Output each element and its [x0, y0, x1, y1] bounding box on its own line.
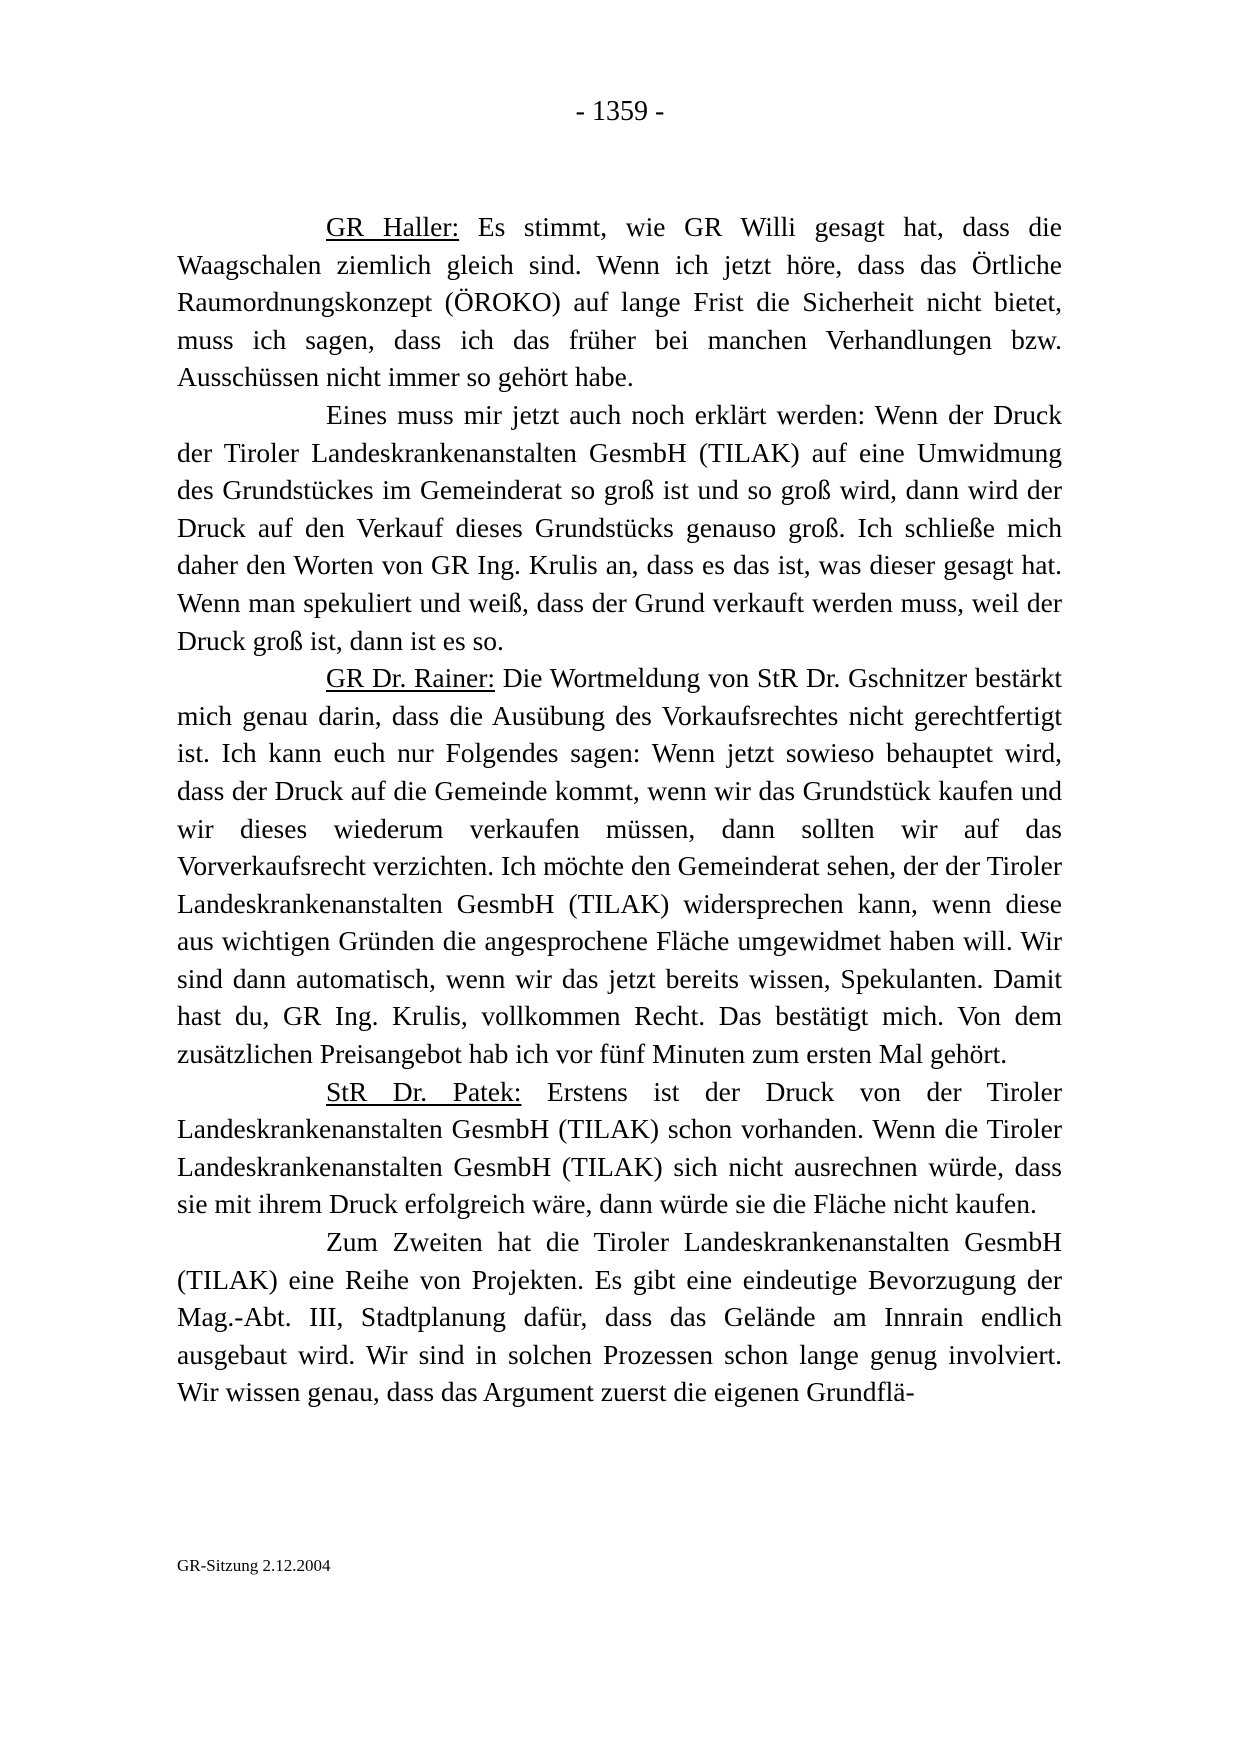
paragraph-text: Die Wortmeldung von StR Dr. Gschnitzer bestärkt mich genau darin, dass die Ausübung des Vorkaufsrechtes nicht gerechtfertigt ist. Ich kann euch nur Folgendes sagen: Wenn jetzt sowieso behauptet wird, dass der Druck auf die Gemeinde kommt, wenn wir das Grundstück kaufen und wir dieses wiederum verkaufen müssen, dann sollten wir auf das Vorverkaufsrecht verzichten. Ich möchte den Gemeinderat sehen, der der Tiroler Landeskrankenanstalten GesmbH (TILAK) widersprechen kann, wenn diese aus wichtigen Gründen die angesprochene Fläche umgewidmet haben will. Wir sind dann automatisch, wenn wir das jetzt bereits wissen, Spekulanten. Damit hast du, GR Ing. Krulis, vollkommen Recht. Das bestätigt mich. Von dem zusätzlichen Preisangebot hab ich vor fünf Minuten zum ersten Mal gehört. — [177, 662, 1062, 1070]
paragraph-patek — [177, 1073, 1062, 1223]
paragraph-text: Es stimmt, wie GR Willi gesagt hat, dass die Waagschalen ziemlich gleich sind. Wenn ich jetzt höre, dass das Örtliche Raumordnungskonzept (ÖROKO) auf lange Frist die Sicherheit nicht bietet, muss ich sagen, dass ich das früher bei manchen Verhandlungen bzw. Ausschüssen nicht immer so gehört habe. — [177, 211, 1062, 393]
speaker-name: GR Haller: — [326, 211, 460, 242]
paragraph-text: Zum Zweiten hat die Tiroler Landeskrankenanstalten GesmbH (TILAK) eine Reihe von Projekten. Es gibt eine eindeutige Bevorzugung der Mag.-Abt. III, Stadtplanung dafür, dass das Gelände am Innrain endlich ausgebaut wird. Wir sind in solchen Prozessen schon lange genug involviert. Wir wissen genau, dass das Argument zuerst die eigenen Grundflä- — [177, 1226, 1062, 1408]
footer-session-date: GR-Sitzung 2.12.2004 — [177, 1556, 331, 1575]
document-body — [177, 208, 1062, 1411]
paragraph-text: Eines muss mir jetzt auch noch erklärt werden: Wenn der Druck der Tiroler Landeskrankenanstalten GesmbH (TILAK) auf eine Umwidmung des Grundstückes im Gemeinderat so groß ist und so groß wird, dann wird der Druck auf den Verkauf dieses Grundstücks genauso groß. Ich schließe mich daher den Worten von GR Ing. Krulis an, dass es das ist, was dieser gesagt hat. Wenn man spekuliert und weiß, dass der Grund verkauft werden muss, weil der Druck groß ist, dann ist es so. — [177, 398, 1062, 656]
page-number: - 1359 - — [575, 96, 665, 127]
paragraph-haller — [177, 208, 1062, 396]
paragraph-rainer — [177, 659, 1062, 1073]
speaker-name: GR Dr. Rainer: — [326, 662, 495, 694]
speaker-name: StR Dr. Patek: — [326, 1075, 522, 1107]
paragraph-text: Erstens ist der Druck von der Tiroler Landeskrankenanstalten GesmbH (TILAK) schon vorhanden. Wenn die Tiroler Landeskrankenanstalten GesmbH (TILAK) sich nicht ausrechnen würde, dass sie mit ihrem Druck erfolgreich wäre, dann würde sie die Fläche nicht kaufen. — [177, 1075, 1062, 1220]
paragraph-haller-continued — [177, 396, 1062, 659]
paragraph-patek-continued — [177, 1223, 1062, 1411]
